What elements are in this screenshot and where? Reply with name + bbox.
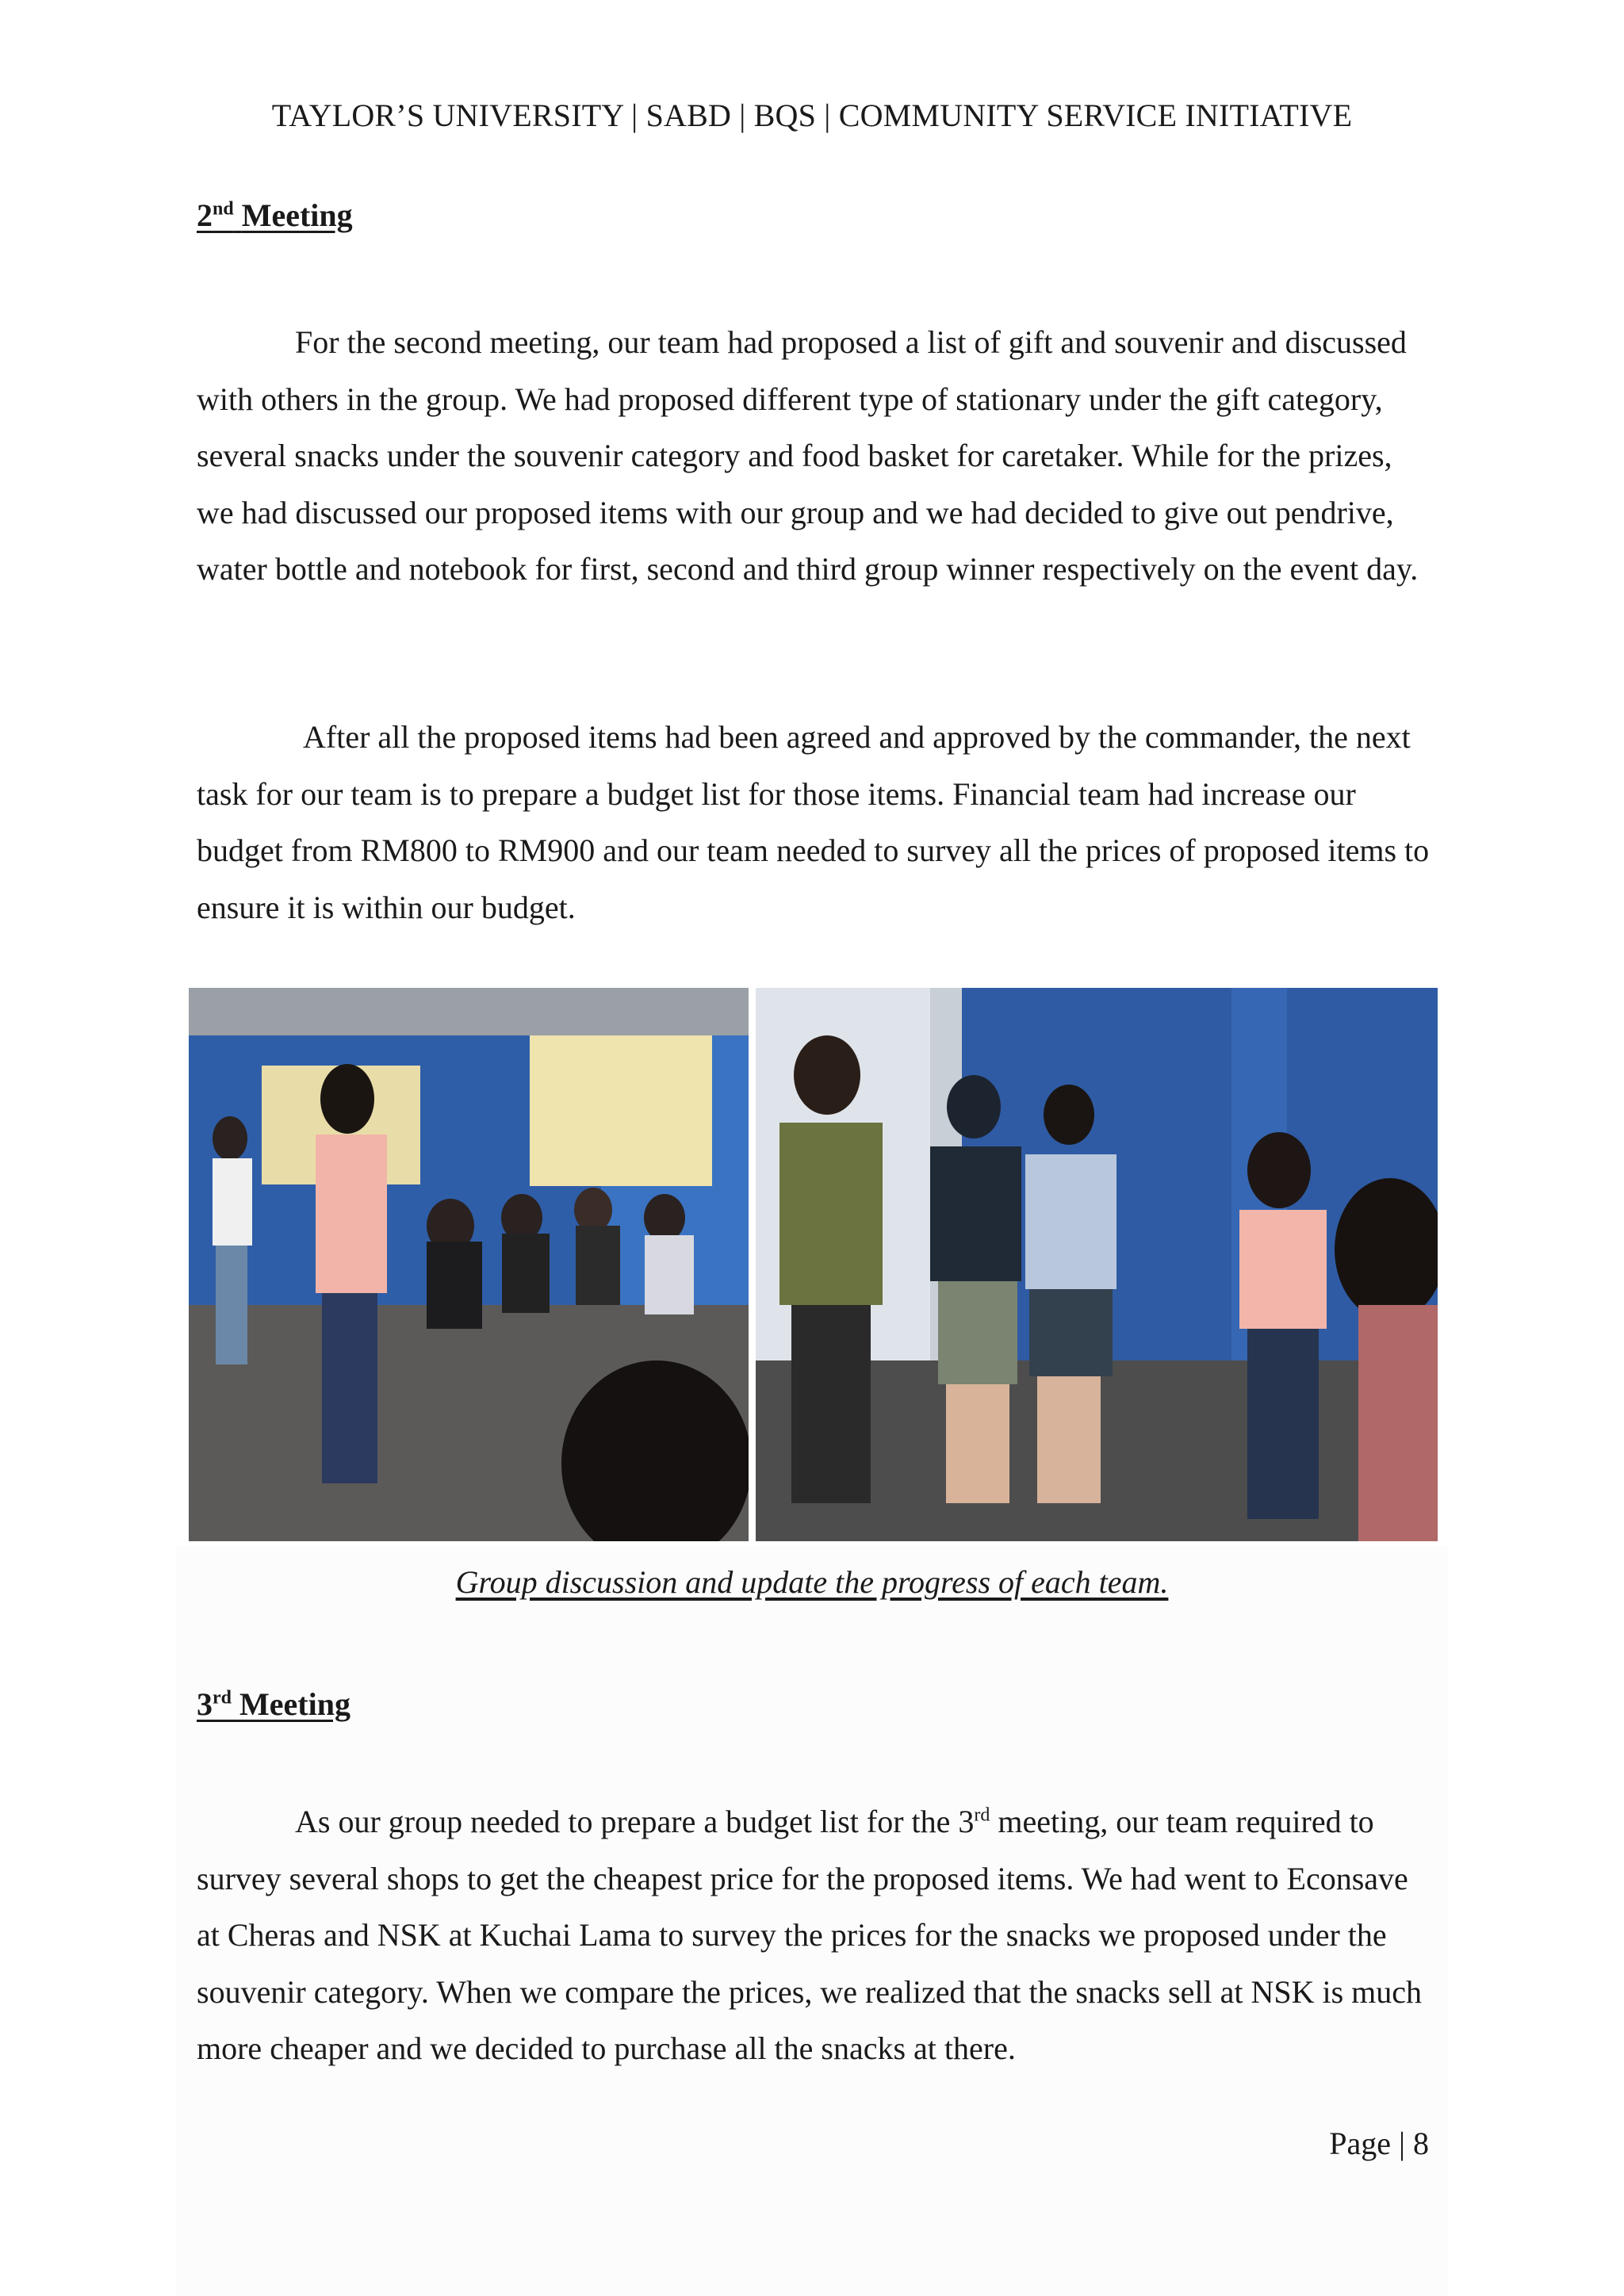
photo-caption: Group discussion and update the progress of each team. (455, 1564, 1169, 1600)
meeting-2-heading-suffix: nd (213, 198, 234, 220)
meeting-2-heading-label: Meeting (241, 197, 353, 233)
meeting-2-heading (197, 197, 353, 234)
meeting-2-paragraph-2 (197, 709, 1434, 936)
meeting-3-paragraph-1 (197, 1793, 1434, 2077)
running-header: TAYLOR’S UNIVERSITY | SABD | BQS | COMMUNITY SERVICE INITIATIVE (271, 98, 1353, 133)
meeting-3-heading-number: 3 (197, 1686, 213, 1722)
meeting-2-paragraph-1-text: For the second meeting, our team had proposed a list of gift and souvenir and discussed with others in the group. We had proposed different type of stationary under the gift category, several snacks under the souvenir category and food basket for caretaker. While for the prizes, we had discussed our proposed items with our group and we had decided to give out pendrive, water bottle and notebook for first, second and third group winner respectively on the event day. (197, 324, 1419, 587)
meeting-3-heading (197, 1686, 350, 1723)
classroom-group-photo-icon (189, 988, 749, 1541)
meeting-3-paragraph-1-text-b: meeting, our team required to survey several shops to get the cheapest price for the proposed items. We had went to Econsave at Cheras and NSK at Kuchai Lama to survey the prices for the snacks we proposed under the souvenir category. When we compare the prices, we realized that the snacks sell at NSK is much more cheaper and we decided to purchase all the snacks at there. (197, 1804, 1423, 2066)
meeting-3-heading-suffix: rd (213, 1687, 232, 1709)
meeting-2-heading-number: 2 (197, 197, 213, 233)
meeting-3-heading-label: Meeting (239, 1686, 350, 1722)
meeting-2-paragraph-1 (197, 314, 1434, 598)
meeting-3-paragraph-1-suffix: rd (974, 1804, 990, 1826)
meeting-3-paragraph-1-text-a: As our group needed to prepare a budget list for the 3 (295, 1804, 975, 1839)
meeting-2-paragraph-2-text: After all the proposed items had been agreed and approved by the commander, the next task for our team is to prepare a budget list for those items. Financial team had increase our budget from RM800 to RM900 and our team needed to survey all the prices of proposed items to ensure it is within our budget. (197, 719, 1430, 925)
students-standing-photo-icon (756, 988, 1438, 1541)
page-number: Page | 8 (1329, 2126, 1429, 2161)
photo-left-classroom (189, 988, 749, 1541)
photo-right-students (756, 988, 1438, 1541)
